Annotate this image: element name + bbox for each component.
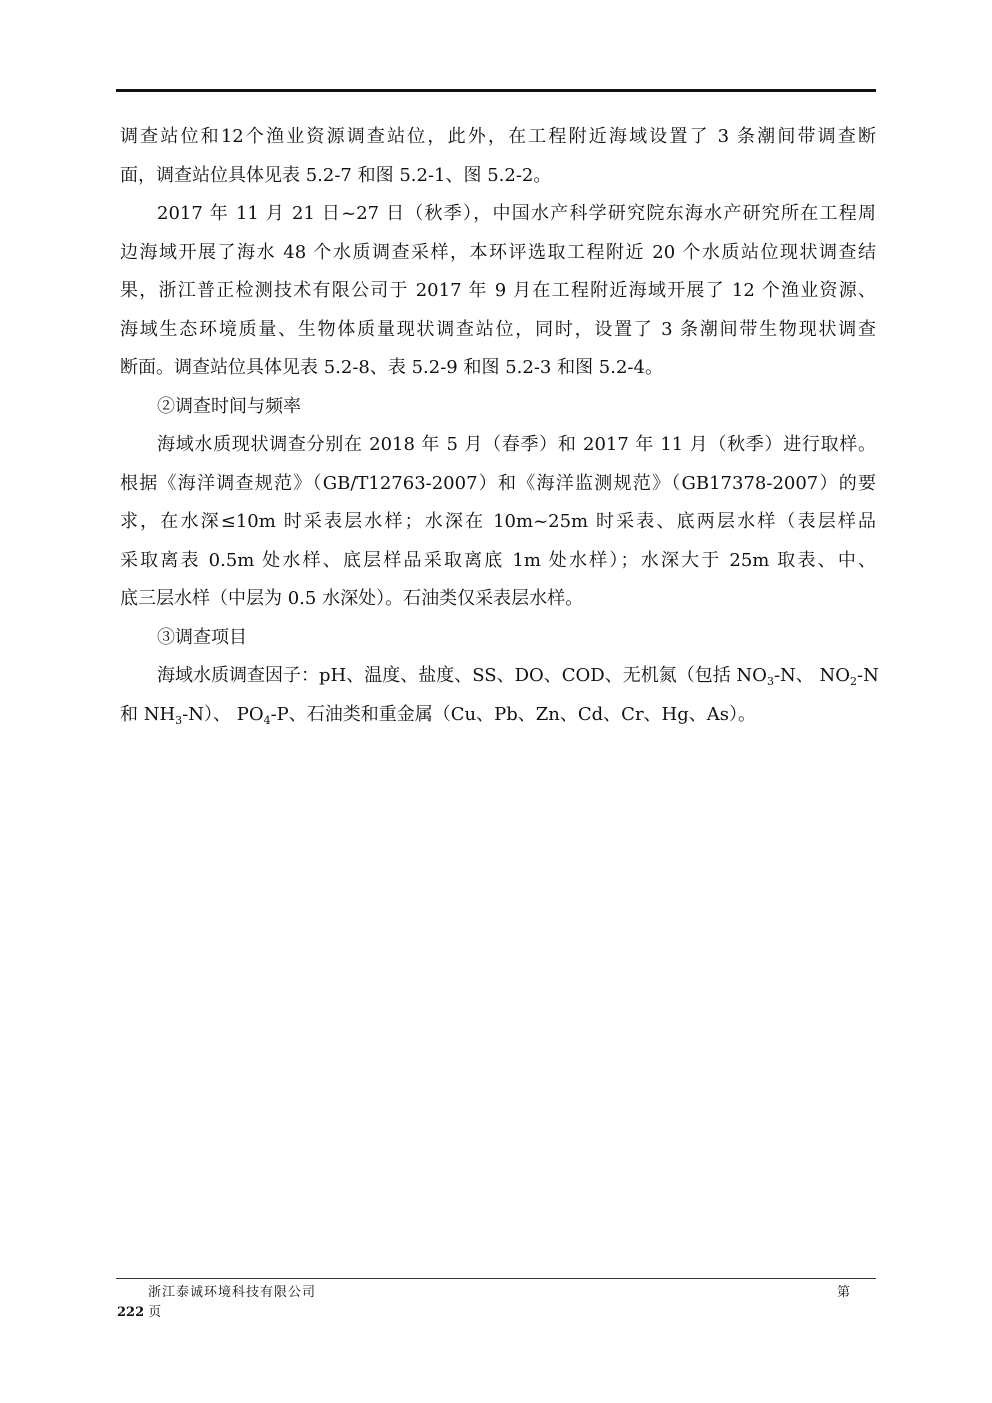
footer-rule [116,1278,876,1279]
paragraph-line: 海域水质现状调查分别在 2018 年 5 月（春季）和 2017 年 11 月（秋季）进行取样。 [157,434,876,455]
text-segment: -N [857,665,879,686]
section-heading: ③调查项目 [157,626,247,648]
footer-page-prefix: 第 [837,1285,852,1300]
paragraph-line: 调查站位和12个渔业资源调查站位，此外，在工程附近海域设置了 3 条潮间带调查断 [120,126,876,147]
subscript: 3 [766,675,774,688]
subscript: 3 [175,713,183,727]
page-suffix: 页 [148,1305,162,1320]
paragraph-line: 根据《海洋调查规范》（GB/T12763-2007）和《海洋监测规范》（GB17378-2007）的要 [120,472,876,494]
paragraph-line: 2017 年 11 月 21 日~27 日（秋季），中国水产科学研究院东海水产研究所在工程周 [157,203,876,224]
text-segment: -P、石油类和重金属（Cu、Pb、Zn、Cd、Cr、Hg、As）。 [270,703,757,725]
text-segment: -N、 NO [773,665,851,686]
text-segment: -N）、 PO [182,703,264,725]
paragraph-line [120,657,879,696]
page-number: 222 [117,1305,145,1320]
header-rule [116,89,876,92]
paragraph-line: 底三层水样（中层为 0.5 水深处）。石油类仅采表层水样。 [120,588,584,609]
section-heading: ②调查时间与频率 [157,395,301,417]
subscript: 2 [850,675,858,688]
paragraph-line: 面，调查站位具体见表 5.2-7 和图 5.2-1、图 5.2-2。 [120,164,552,186]
paragraph-line [120,696,876,735]
paragraph-line: 海域生态环境质量、生物体质量现状调查站位，同时，设置了 3 条潮间带生物现状调查 [120,318,876,340]
footer-page-number [117,1303,161,1323]
paragraph-line: 断面。调查站位具体见表 5.2-8、表 5.2-9 和图 5.2-3 和图 5.2-4。 [120,357,663,378]
paragraph-line: 边海域开展了海水 48 个水质调查采样，本环评选取工程附近 20 个水质站位现状调查结 [120,241,876,263]
text-segment: 海域水质调查因子：pH、温度、盐度、SS、DO、COD、无机氮（包括 NO [157,665,767,686]
subscript: 4 [263,713,271,727]
footer-company: 浙江泰诚环境科技有限公司 [148,1285,317,1300]
paragraph-line: 求，在水深≤10m 时采表层水样；水深在 10m~25m 时采表、底两层水样（表层样品 [120,511,876,532]
paragraph-line: 采取离表 0.5m 处水样、底层样品采取离底 1m 处水样）；水深大于 25m 取表、中、 [120,549,876,571]
paragraph-line: 果，浙江普正检测技术有限公司于 2017 年 9 月在工程附近海域开展了 12 个渔业资源、 [120,280,876,301]
text-segment: 和 NH [120,703,176,725]
document-body [120,118,879,734]
